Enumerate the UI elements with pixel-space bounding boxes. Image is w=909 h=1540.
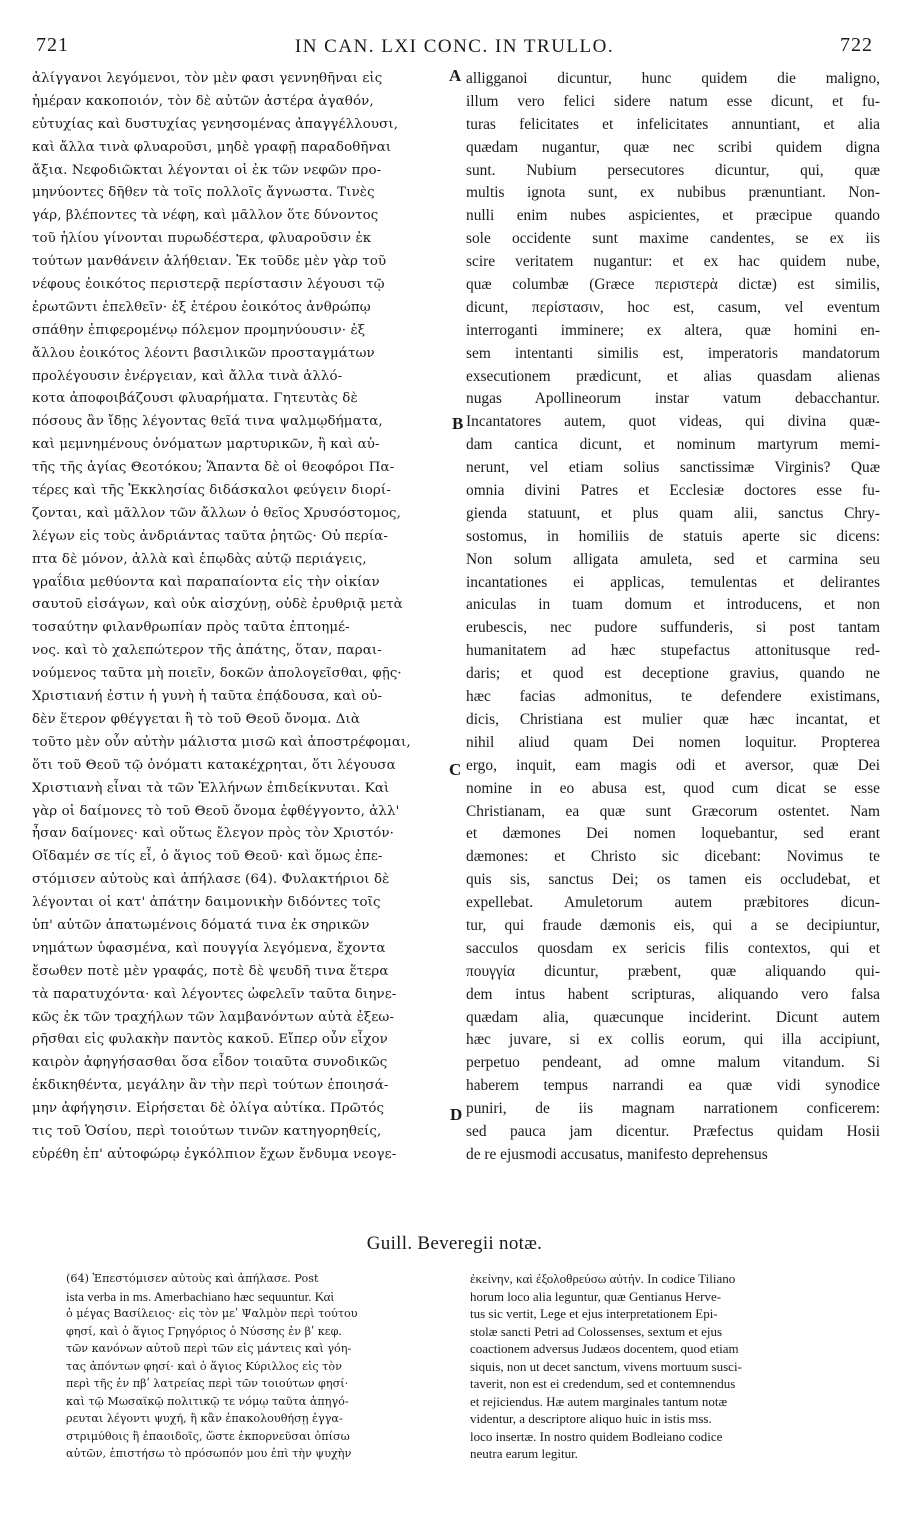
note-line: coactionem adversus Judæos docentem, quod etiam bbox=[470, 1341, 739, 1356]
latin-text-line: πουγγία dicuntur, præbent, quæ aliquando qui- bbox=[466, 962, 880, 980]
greek-text-line: σαυτοῦ εἰσάγων, καὶ οὐκ αἰσχύνῃ, οὐδὲ ἐρυθριᾷ μετὰ bbox=[32, 597, 403, 613]
latin-text-line: exsecutionem prædicunt, et alias quasdam alienas bbox=[466, 367, 880, 385]
latin-text-line: sacculos quosdam ex sericis filis contextos, qui et bbox=[466, 939, 880, 957]
greek-text-line: προλέγουσιν ἐνέργειαν, καὶ ἄλλα τινὰ ἀλλό- bbox=[32, 368, 343, 384]
greek-text-line: ὑπ' αὐτῶν ἀπατωμένοις δόματά τινα ἐκ σηρικῶν bbox=[32, 917, 370, 933]
latin-text-line: nerunt, vel etiam solius sanctissimæ Virginis? Quæ bbox=[466, 459, 880, 477]
greek-text-line: τέρες καὶ τῆς Ἐκκλησίας διδάσκαλοι φεύγειν διορί- bbox=[32, 483, 391, 499]
latin-text-line: sole occidente sunt maxime candentes, se ex iis bbox=[466, 230, 880, 248]
greek-text-line: τις τοῦ Ὁσίου, περὶ τοιούτων τινῶν κατηγορηθείς, bbox=[32, 1123, 382, 1139]
greek-column bbox=[32, 68, 452, 1167]
greek-text-line: καὶ μεμνημένους ὀνόματων μαρτυρικῶν, ἢ καὶ αὐ- bbox=[32, 437, 380, 453]
greek-text-line: καὶ ἄλλα τινὰ φλυαροῦσι, μηδὲ γραφῇ παραδοθῆναι bbox=[32, 139, 392, 155]
note-line: taverit, non est ei credendum, sed et contemnendus bbox=[470, 1376, 736, 1391]
latin-text-line: sostomus, in homiliis de statuis aperte sic dicens: bbox=[466, 527, 880, 545]
latin-text-line: perpetuo pendeant, ad omne malum vitandum. Si bbox=[466, 1054, 880, 1072]
greek-text-line: τῆς τῆς ἁγίας Θεοτόκου; Ἅπαντα δὲ οἱ θεοφόροι Πα- bbox=[32, 460, 395, 476]
latin-text-line: nomine in eo abusa est, quod cum dicat se esse bbox=[466, 779, 880, 797]
note-line: horum loco alia leguntur, quæ Gentianus Herve- bbox=[470, 1288, 722, 1304]
latin-text-line: nulli enim nubes aspicientes, et præcipue quando bbox=[466, 207, 880, 225]
latin-text-line: aniculas in tuam domum et introducens, et non bbox=[466, 596, 880, 614]
latin-text-line: haberem tempus narrandi ea quæ vidi synodice bbox=[466, 1077, 880, 1095]
latin-text-line: gienda statuunt, et plus quam alii, sanctus Chry- bbox=[466, 504, 880, 522]
greek-text-line: ἐκδικηθέντα, μεγάλην ἂν τὴν περὶ τούτων ἐποιησά- bbox=[32, 1078, 389, 1094]
latin-text-line: scire veritatem nugantur: et ex hac quidem nube, bbox=[466, 253, 880, 271]
note-line: et rejiciendus. Hæ autem marginales tantum notæ bbox=[470, 1393, 728, 1409]
latin-text-line: hæc facias admonitus, te defendere existimans, bbox=[466, 688, 880, 706]
latin-text-line: hæc juvare, si ex collis eorum, qui illa accipiunt, bbox=[466, 1031, 880, 1049]
note-line: καὶ τῷ Μωσαϊκῷ πολιτικῷ τε νόμῳ ταῦτα ἀπηγό- bbox=[66, 1394, 349, 1408]
latin-text-line: Incantatores autem, quot videas, qui divina quæ- bbox=[466, 413, 880, 431]
latin-text-line: tur, qui fraude dæmonis eis, qui a se decipiuntur, bbox=[466, 916, 880, 934]
greek-text-line: νος. καὶ τὸ χαλεπώτερον τῆς ἀπάτης, ὅταν, παραι- bbox=[32, 643, 382, 659]
note-line: ista verba in ms. Amerbachiano hæc sequuntur. Καὶ bbox=[66, 1288, 334, 1304]
latin-text-line: et dæmones Dei nomen loquebantur, sed erant bbox=[466, 825, 880, 843]
greek-text-line: λέγων εἰς τοὺς ἀνδριάντας ταῦτα ῥητῶς· Οὐ περία- bbox=[32, 528, 388, 544]
latin-text-line: sed pauca jam dicentur. Præfectus quidam Hosii bbox=[466, 1122, 880, 1140]
latin-text-line: quædam nugantur, quæ nec scribi quidem digna bbox=[466, 138, 880, 156]
greek-text-line: τὰ παρατυχόντα· καὶ λέγοντες ὠφελεῖν ταῦτα διηνε- bbox=[32, 986, 397, 1002]
note-line: neutra earum legitur. bbox=[470, 1446, 578, 1461]
section-marker-c: C bbox=[449, 760, 462, 779]
greek-text-line: γάρ, βλέποντες τὰ νέφη, καὶ μᾶλλον ὅτε δύνοντος bbox=[32, 208, 379, 224]
note-line: videntur, a descriptore aliquo huic in istis mss. bbox=[470, 1411, 712, 1426]
latin-text-line: dam cantica dicunt, et nominum martyrum memi- bbox=[466, 436, 880, 454]
latin-text-line: alligganoi dicuntur, hunc quidem die maligno, bbox=[466, 70, 880, 87]
greek-text-line: καιρὸν ἀφηγήσασθαι ὅσα εἶδον τοιαῦτα συνοδικῶς bbox=[32, 1055, 388, 1071]
latin-text-line: quædam alia, quæcunque inciderint. Dicunt autem bbox=[466, 1008, 880, 1026]
latin-text-line: omnia divini Patres et Ecclesiæ doctores esse fu- bbox=[466, 482, 880, 500]
note-line: (64) Ἐπεστόμισεν αὐτοὺς καὶ ἀπήλασε. Post bbox=[66, 1272, 319, 1285]
greek-text-line: νούμενος ταῦτα μὴ ποιεῖν, δοκῶν ἀπολογεῖσθαι, φῇς· bbox=[32, 666, 402, 682]
greek-text-line: κῶς ἐκ τῶν τραχήλων τῶν λαμβανόντων αὐτὰ ἐξεω- bbox=[32, 1009, 395, 1025]
latin-text-line: sunt. Nubium persecutores dicuntur, qui, quæ bbox=[466, 161, 880, 179]
greek-text-line: τούτων μανθάνειν ἀλήθειαν. Ἐκ τοῦδε μὲν γὰρ τοῦ bbox=[32, 254, 387, 270]
latin-text-line: ergo, inquit, eam magis odi et aversor, quæ Dei bbox=[466, 756, 880, 774]
greek-text-line: εὑρέθη ἐπ' αὐτοφώρῳ ἐγκόλπιον ἔχων ἔνδυμα νεογε- bbox=[32, 1146, 397, 1162]
running-title: IN CAN. LXI CONC. IN TRULLO. bbox=[294, 36, 615, 57]
note-line: περὶ τῆς ἐν πβʹ λατρείας περὶ τῶν τοιούτων φησί· bbox=[66, 1377, 349, 1390]
greek-text-line: μηνύοντες δῆθεν τὰ τοῖς πολλοῖς ἄγνωστα. Τινὲς bbox=[32, 185, 375, 201]
latin-text-line: humanitatem ad hæc stupefactus attonitusque red- bbox=[466, 642, 880, 660]
greek-text-line: πόσους ἂν ἴδῃς λέγοντας θεῖά τινα ψαλμῳδήματα, bbox=[32, 414, 383, 430]
latin-text-line: illum vero felici sidere natum esse dicunt, et fu- bbox=[466, 92, 880, 110]
greek-text-line: ὅτι τοῦ Θεοῦ τῷ ὀνόματι κατακέχρηται, ὅτι λέγουσα bbox=[32, 757, 396, 773]
latin-text-line: turas felicitates et infelicitates annuntiant, et alia bbox=[466, 115, 880, 133]
greek-text-line: γραΐδια μεθύοντα καὶ παραπαίοντα εἰς τὴν οἰκίαν bbox=[32, 574, 380, 590]
note-line: τῶν κανόνων αὐτοῦ περὶ τῶν εἰς μάντεις καὶ γόη- bbox=[66, 1342, 352, 1355]
latin-text-line: de re ejusmodi accusatus, manifesto deprehensus bbox=[466, 1145, 768, 1163]
note-line: siquis, non ut decet sanctum, vivens mortuum susci- bbox=[470, 1358, 742, 1374]
greek-text-line: εὐτυχίας καὶ δυστυχίας γενησομένας ἀπαγγέλλουσι, bbox=[32, 116, 399, 132]
notes-left-column bbox=[66, 1270, 456, 1463]
section-marker-b: B bbox=[452, 414, 464, 433]
latin-text-line: puniri, de iis magnam narrationem conficerem: bbox=[466, 1100, 880, 1118]
notes-right-column bbox=[470, 1270, 880, 1463]
latin-text-line: dicunt, περίστασιν, hoc est, casum, vel eventum bbox=[466, 298, 880, 316]
greek-text-line: κοτα ἀποφοιβάζουσι φλυαρήματα. Γητευτὰς δὲ bbox=[32, 391, 358, 407]
latin-text-line: quis sis, sanctus Dei; os tamen eis occludebat, et bbox=[466, 871, 880, 889]
greek-text-line: ζονται, καὶ μᾶλλον τῶν ἄλλων ὁ θεῖος Χρυσόστομος, bbox=[32, 505, 401, 521]
note-line: tus sic vertit, Lege et ejus interpretationem Epi- bbox=[470, 1306, 718, 1321]
latin-text-line: multis ignota sunt, ex nubibus prænuntiant. Non- bbox=[466, 184, 880, 202]
latin-column bbox=[466, 68, 880, 1167]
greek-text-line: γὰρ οἱ δαίμονες τὸ τοῦ Θεοῦ ὄνομα ἐφθέγγοντο, ἀλλ' bbox=[32, 803, 400, 819]
note-line: φησί, καὶ ὁ ἅγιος Γρηγόριος ὁ Νύσσης ἐν βʹ κεφ. bbox=[66, 1324, 342, 1338]
latin-text-line: incantationes ei applicas, temulentas et delirantes bbox=[466, 573, 880, 591]
greek-text-line: ἀλίγγανοι λεγόμενοι, τὸν μὲν φασι γεννηθῆναι εἰς bbox=[32, 71, 383, 86]
greek-text-line: δὲν ἕτερον φθέγγεται ἢ τὸ τοῦ Θεοῦ ὄνομα. Διὰ bbox=[32, 711, 361, 727]
latin-text-line: dicis, Christiana est mulier quæ hæc incantat, et bbox=[466, 710, 880, 728]
note-line: loco insertæ. In nostro quidem Bodleiano codice bbox=[470, 1428, 723, 1444]
note-line: stolæ sancti Petri ad Colossenses, sextum et ejus bbox=[470, 1323, 723, 1339]
greek-text-line: στόμισεν αὐτοὺς καὶ ἀπήλασε (64). Φυλακτήριοι δὲ bbox=[32, 872, 390, 888]
greek-text-line: ἄξια. Νεφοδιῶκται λέγονται οἱ ἐκ τῶν νεφῶν προ- bbox=[32, 162, 382, 178]
note-line: αὐτῶν, ἐπιστήσω τὸ πρόσωπόν μου ἐπὶ τὴν ψυχὴν bbox=[66, 1447, 352, 1460]
latin-text-line: Christianam, ea quæ sunt Græcorum ostentet. Nam bbox=[466, 802, 880, 820]
latin-text-line: erubescis, nec pudore suffunderis, si post tantam bbox=[466, 619, 880, 637]
greek-text-line: ρῆσθαι εἰς φυλακὴν παντὸς κακοῦ. Εἴπερ οὖν εἶχον bbox=[32, 1032, 388, 1048]
section-marker-a: A bbox=[449, 66, 462, 85]
greek-text-line: μην ἀφήγησιν. Εἰρήσεται δὲ ὀλίγα αὐτίκα. Πρῶτός bbox=[32, 1101, 385, 1117]
greek-text-line: Χριστιανή ἐστιν ἡ γυνὴ ἡ ταῦτα ἐπᾴδουσα, καὶ οὐ- bbox=[32, 689, 383, 705]
greek-text-line: νέφους ἐοικότος περιστερᾷ περίστασιν λέγουσι τῷ bbox=[32, 277, 385, 293]
note-line: ρευται λέγοντι ψυχή, ἣ κἂν ἐπακολουθήσῃ ἐγγα- bbox=[66, 1412, 343, 1425]
greek-text-line: τοσαύτην φιλανθρωπίαν πρὸς ταῦτα ἐπτοημέ- bbox=[32, 620, 350, 636]
note-line: ἐκείνην, καὶ ἐξολοθρεύσω αὐτήν. In codice Tiliano bbox=[470, 1271, 736, 1286]
greek-text-line: σπάθην ἐπιφερομένῳ πόλεμον προμηνύουσιν· ἐξ bbox=[32, 322, 366, 338]
greek-text-line: ἐρωτῶντι ἐπελθεῖν· ἐξ ἑτέρου ἐοικότος ἀνθρώπῳ bbox=[32, 299, 371, 315]
page-number-right: 722 bbox=[840, 34, 873, 56]
greek-text-line: ἡμέραν κακοποιόν, τὸν δὲ αὐτῶν ἀστέρα ἀγαθόν, bbox=[32, 93, 374, 109]
latin-text-line: interroganti imminere; ex altera, quæ homini en- bbox=[466, 321, 880, 339]
latin-text-line: Non solum alligata amuleta, sed et carmina seu bbox=[466, 550, 880, 568]
latin-text-line: sem intentanti similis est, imperatoris mandatorum bbox=[466, 344, 880, 362]
latin-text-line: dæmones: et Christo sic dicebant: Novimus te bbox=[466, 848, 880, 866]
notes-title: Guill. Beveregii notæ. bbox=[366, 1233, 543, 1254]
greek-text-line: Χριστιανὴ εἶναι τὰ τῶν Ἑλλήνων ἐπιδείκνυται. Καὶ bbox=[32, 780, 390, 796]
latin-text-line: quæ columbæ (Græce περιστερὰ dictæ) est similis, bbox=[466, 276, 880, 294]
note-line: στριμύθοις ἢ ἐπαοιδοῖς, ὥστε ἐκπορνεῦσαι ὀπίσω bbox=[66, 1429, 350, 1443]
greek-text-line: τοῦτο μὲν οὖν αὐτὴν μάλιστα μισῶ καὶ ἀποστρέφομαι, bbox=[32, 734, 411, 750]
greek-text-line: Οἴδαμέν σε τίς εἶ, ὁ ἅγιος τοῦ Θεοῦ· καὶ ὅμως ἐπε- bbox=[32, 849, 383, 865]
section-marker-d: D bbox=[450, 1105, 463, 1124]
running-header bbox=[30, 34, 879, 64]
greek-text-line: ἄλλου ἐοικότος λέοντι βασιλικῶν προσταγμάτων bbox=[32, 345, 375, 361]
note-line: τας ἀπόντων φησί· καὶ ὁ ἅγιος Κύριλλος εἰς τὸν bbox=[66, 1359, 342, 1373]
note-line: ὁ μέγας Βασίλειος· εἰς τὸν μεʹ Ψαλμὸν περὶ τούτου bbox=[66, 1307, 358, 1320]
greek-text-line: ἔσωθεν ποτὲ μὲν γραφάς, ποτὲ δὲ ψευδῆ τινα ἕτερα bbox=[32, 963, 389, 979]
page-number-left: 721 bbox=[36, 34, 69, 56]
greek-text-line: νημάτων ὑφασμένα, καὶ πουγγία λεγόμενα, ἔχοντα bbox=[32, 940, 386, 956]
greek-text-line: πτα δὲ μόνον, ἀλλὰ καὶ ἐπῳδὰς αὐτῷ περιάγεις, bbox=[32, 551, 367, 567]
greek-text-line: τοῦ ἡλίου γίνονται πυρωδέστερα, φλυαροῦσιν ἐκ bbox=[32, 231, 372, 247]
greek-text-line: λέγονται οἱ κατ' ἀπάτην δαιμονικὴν διδόντες τοῖς bbox=[32, 895, 381, 911]
latin-text-line: nugas Apollineorum instar vatum debacchantur. bbox=[466, 390, 880, 408]
latin-text-line: daris; et quod est deceptione gravius, quando ne bbox=[466, 665, 880, 683]
latin-text-line: expellebat. Amuletorum autem præbitores dicun- bbox=[466, 894, 880, 912]
latin-text-line: nihil aliud quam Dei nomen loquitur. Propterea bbox=[466, 733, 880, 751]
greek-text-line: ἦσαν δαίμονες· καὶ οὕτως ἔλεγον πρὸς τὸν Χριστόν· bbox=[32, 826, 395, 842]
latin-text-line: dem intus habent scripturas, aliquando vero falsa bbox=[466, 985, 880, 1003]
